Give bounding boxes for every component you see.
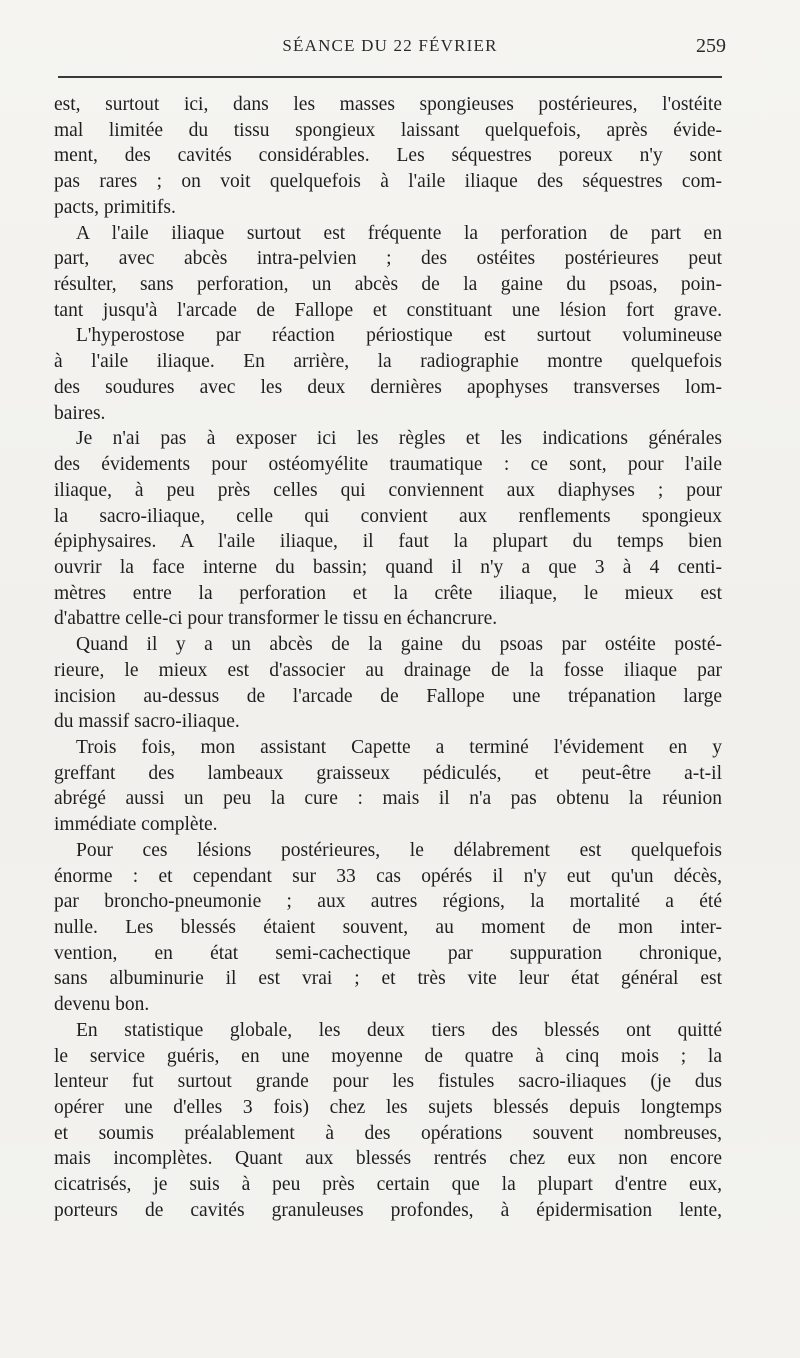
text-line: vention, en état semi-cachectique par suppuration chronique, bbox=[54, 942, 722, 964]
text-line: à l'aile iliaque. En arrière, la radiographie montre quelquefois bbox=[54, 351, 722, 373]
running-head bbox=[54, 32, 726, 62]
text-line: iliaque, à peu près celles qui conviennent aux diaphyses ; pour bbox=[54, 479, 722, 501]
text-line: Trois fois, mon assistant Capette a terminé l'évidement en y bbox=[76, 736, 722, 758]
text-line: d'abattre celle-ci pour transformer le tissu en échancrure. bbox=[54, 608, 498, 630]
running-title: SÉANCE DU 22 FÉVRIER bbox=[282, 36, 498, 55]
text-line: est, surtout ici, dans les masses spongieuses postérieures, l'ostéite bbox=[54, 94, 722, 115]
text-line: nulle. Les blessés étaient souvent, au moment de mon inter- bbox=[54, 917, 722, 938]
text-line: du massif sacro-iliaque. bbox=[54, 711, 240, 733]
text-line: Je n'ai pas à exposer ici les règles et les indications générales bbox=[76, 428, 722, 450]
text-line: tant jusqu'à l'arcade de Fallope et constituant une lésion fort grave. bbox=[54, 299, 722, 321]
text-line: incision au-dessus de l'arcade de Fallope une trépanation large bbox=[54, 685, 722, 707]
text-line: rieure, le mieux est d'associer au drainage de la fosse iliaque par bbox=[54, 659, 722, 681]
text-line: Quand il y a un abcès de la gaine du psoas par ostéite posté- bbox=[76, 634, 722, 656]
text-line: des évidements pour ostéomyélite traumatique : ce sont, pour l'aile bbox=[54, 454, 722, 476]
text-line: L'hyperostose par réaction périostique est surtout volumineuse bbox=[76, 325, 722, 347]
text-line: sans albuminurie il est vrai ; et très vite leur état général est bbox=[54, 968, 722, 990]
text-line: des soudures avec les deux dernières apophyses transverses lom- bbox=[54, 376, 722, 398]
text-line: A l'aile iliaque surtout est fréquente la perforation de part en bbox=[76, 222, 722, 244]
text-line: porteurs de cavités granuleuses profondes, à épidermisation lente, bbox=[54, 1199, 722, 1221]
text-line: abrégé aussi un peu la cure : mais il n'a pas obtenu la réunion bbox=[54, 788, 722, 810]
text-line: mètres entre la perforation et la crête iliaque, le mieux est bbox=[54, 582, 722, 604]
text-line: pas rares ; on voit quelquefois à l'aile iliaque des séquestres com- bbox=[54, 171, 722, 193]
body-text bbox=[54, 92, 722, 1224]
text-line: la sacro-iliaque, celle qui convient aux renflements spongieux bbox=[54, 505, 722, 527]
text-line: mal limitée du tissu spongieux laissant quelquefois, après évide- bbox=[54, 119, 722, 141]
text-line: et soumis préalablement à des opérations souvent nombreuses, bbox=[54, 1122, 722, 1144]
page-number: 259 bbox=[696, 35, 726, 57]
text-line: cicatrisés, je suis à peu près certain que la plupart d'entre eux, bbox=[54, 1174, 722, 1196]
text-line: part, avec abcès intra-pelvien ; des ostéites postérieures peut bbox=[54, 248, 722, 270]
text-line: mais incomplètes. Quant aux blessés rentrés chez eux non encore bbox=[54, 1148, 722, 1170]
text-line: Pour ces lésions postérieures, le délabrement est quelquefois bbox=[76, 839, 722, 861]
text-line: ouvrir la face interne du bassin; quand il n'y a que 3 à 4 centi- bbox=[54, 556, 722, 578]
text-line: devenu bon. bbox=[54, 994, 150, 1016]
text-line: baires. bbox=[54, 402, 106, 424]
text-line: pacts, primitifs. bbox=[54, 196, 176, 218]
text-line: le service guéris, en une moyenne de quatre à cinq mois ; la bbox=[54, 1045, 722, 1067]
text-line: ment, des cavités considérables. Les séquestres poreux n'y sont bbox=[54, 145, 722, 167]
text-line: greffant des lambeaux graisseux pédiculés, et peut-être a-t-il bbox=[54, 762, 722, 784]
header-rule bbox=[58, 76, 722, 78]
text-line: par broncho-pneumonie ; aux autres régions, la mortalité a été bbox=[54, 891, 722, 913]
text-line: énorme : et cependant sur 33 cas opérés il n'y eut qu'un décès, bbox=[54, 865, 722, 887]
text-line: En statistique globale, les deux tiers des blessés ont quitté bbox=[76, 1019, 722, 1041]
text-line: opérer une d'elles 3 fois) chez les sujets blessés depuis longtemps bbox=[54, 1097, 722, 1119]
text-line: immédiate complète. bbox=[54, 814, 218, 836]
text-line: épiphysaires. A l'aile iliaque, il faut la plupart du temps bien bbox=[54, 531, 722, 553]
text-line: lenteur fut surtout grande pour les fistules sacro-iliaques (je dus bbox=[54, 1071, 722, 1093]
text-line: résulter, sans perforation, un abcès de la gaine du psoas, poin- bbox=[54, 274, 722, 296]
